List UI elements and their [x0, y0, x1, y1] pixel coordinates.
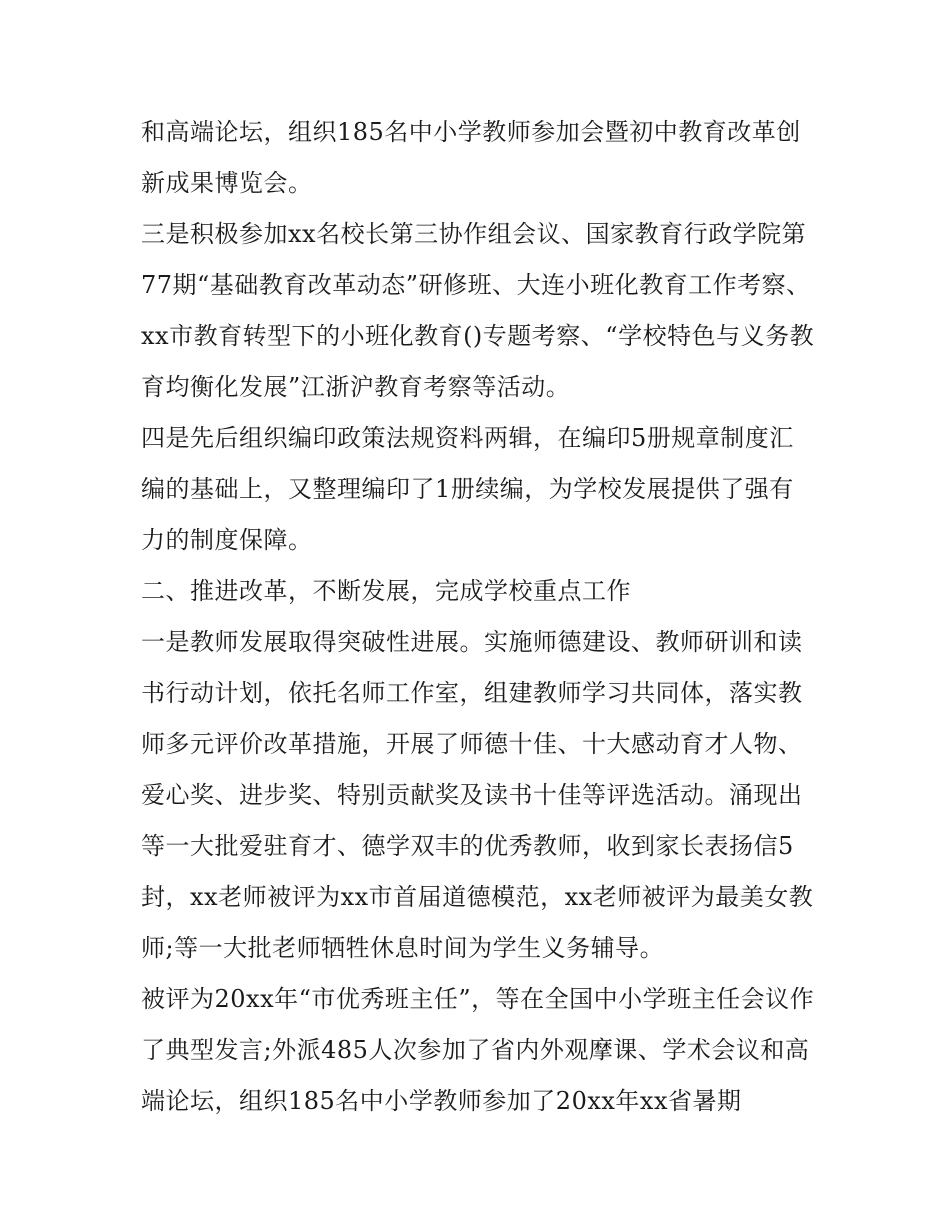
document-body	[141, 107, 816, 1127]
section-heading: 二、推进改革，不断发展，完成学校重点工作	[141, 577, 631, 605]
paragraph-3: 四是先后组织编印政策法规资料两辑，在编印5册规章制度汇编的基础上，又整理编印了1册续编，为学校发展提供了强有力的制度保障。	[141, 424, 794, 554]
paragraph-2: 三是积极参加xx名校长第三协作组会议、国家教育行政学院第77期“基础教育改革动态”研修班、大连小班化教育工作考察、xx市教育转型下的小班化教育()专题考察、“学校特色与义务教育均衡化发展”江浙沪教育考察等活动。	[141, 220, 815, 401]
paragraph-1: 和高端论坛，组织185名中小学教师参加会暨初中教育改革创新成果博览会。	[141, 118, 801, 197]
paragraph-5: 被评为20xx年“市优秀班主任”，等在全国中小学班主任会议作了典型发言;外派485人次参加了省内外观摩课、学术会议和高端论坛，组织185名中小学教师参加了20xx年xx省暑期	[141, 985, 815, 1115]
paragraph-4: 一是教师发展取得突破性进展。实施师德建设、教师研训和读书行动计划，依托名师工作室，组建教师学习共同体，落实教师多元评价改革措施，开展了师德十佳、十大感动育才人物、爱心奖、进步奖、特别贡献奖及读书十佳等评选活动。涌现出等一大批爱驻育才、德学双丰的优秀教师，收到家长表扬信5封，xx老师被评为xx市首届道德模范，xx老师被评为最美女教师;等一大批老师牺牲休息时间为学生义务辅导。	[141, 628, 814, 962]
